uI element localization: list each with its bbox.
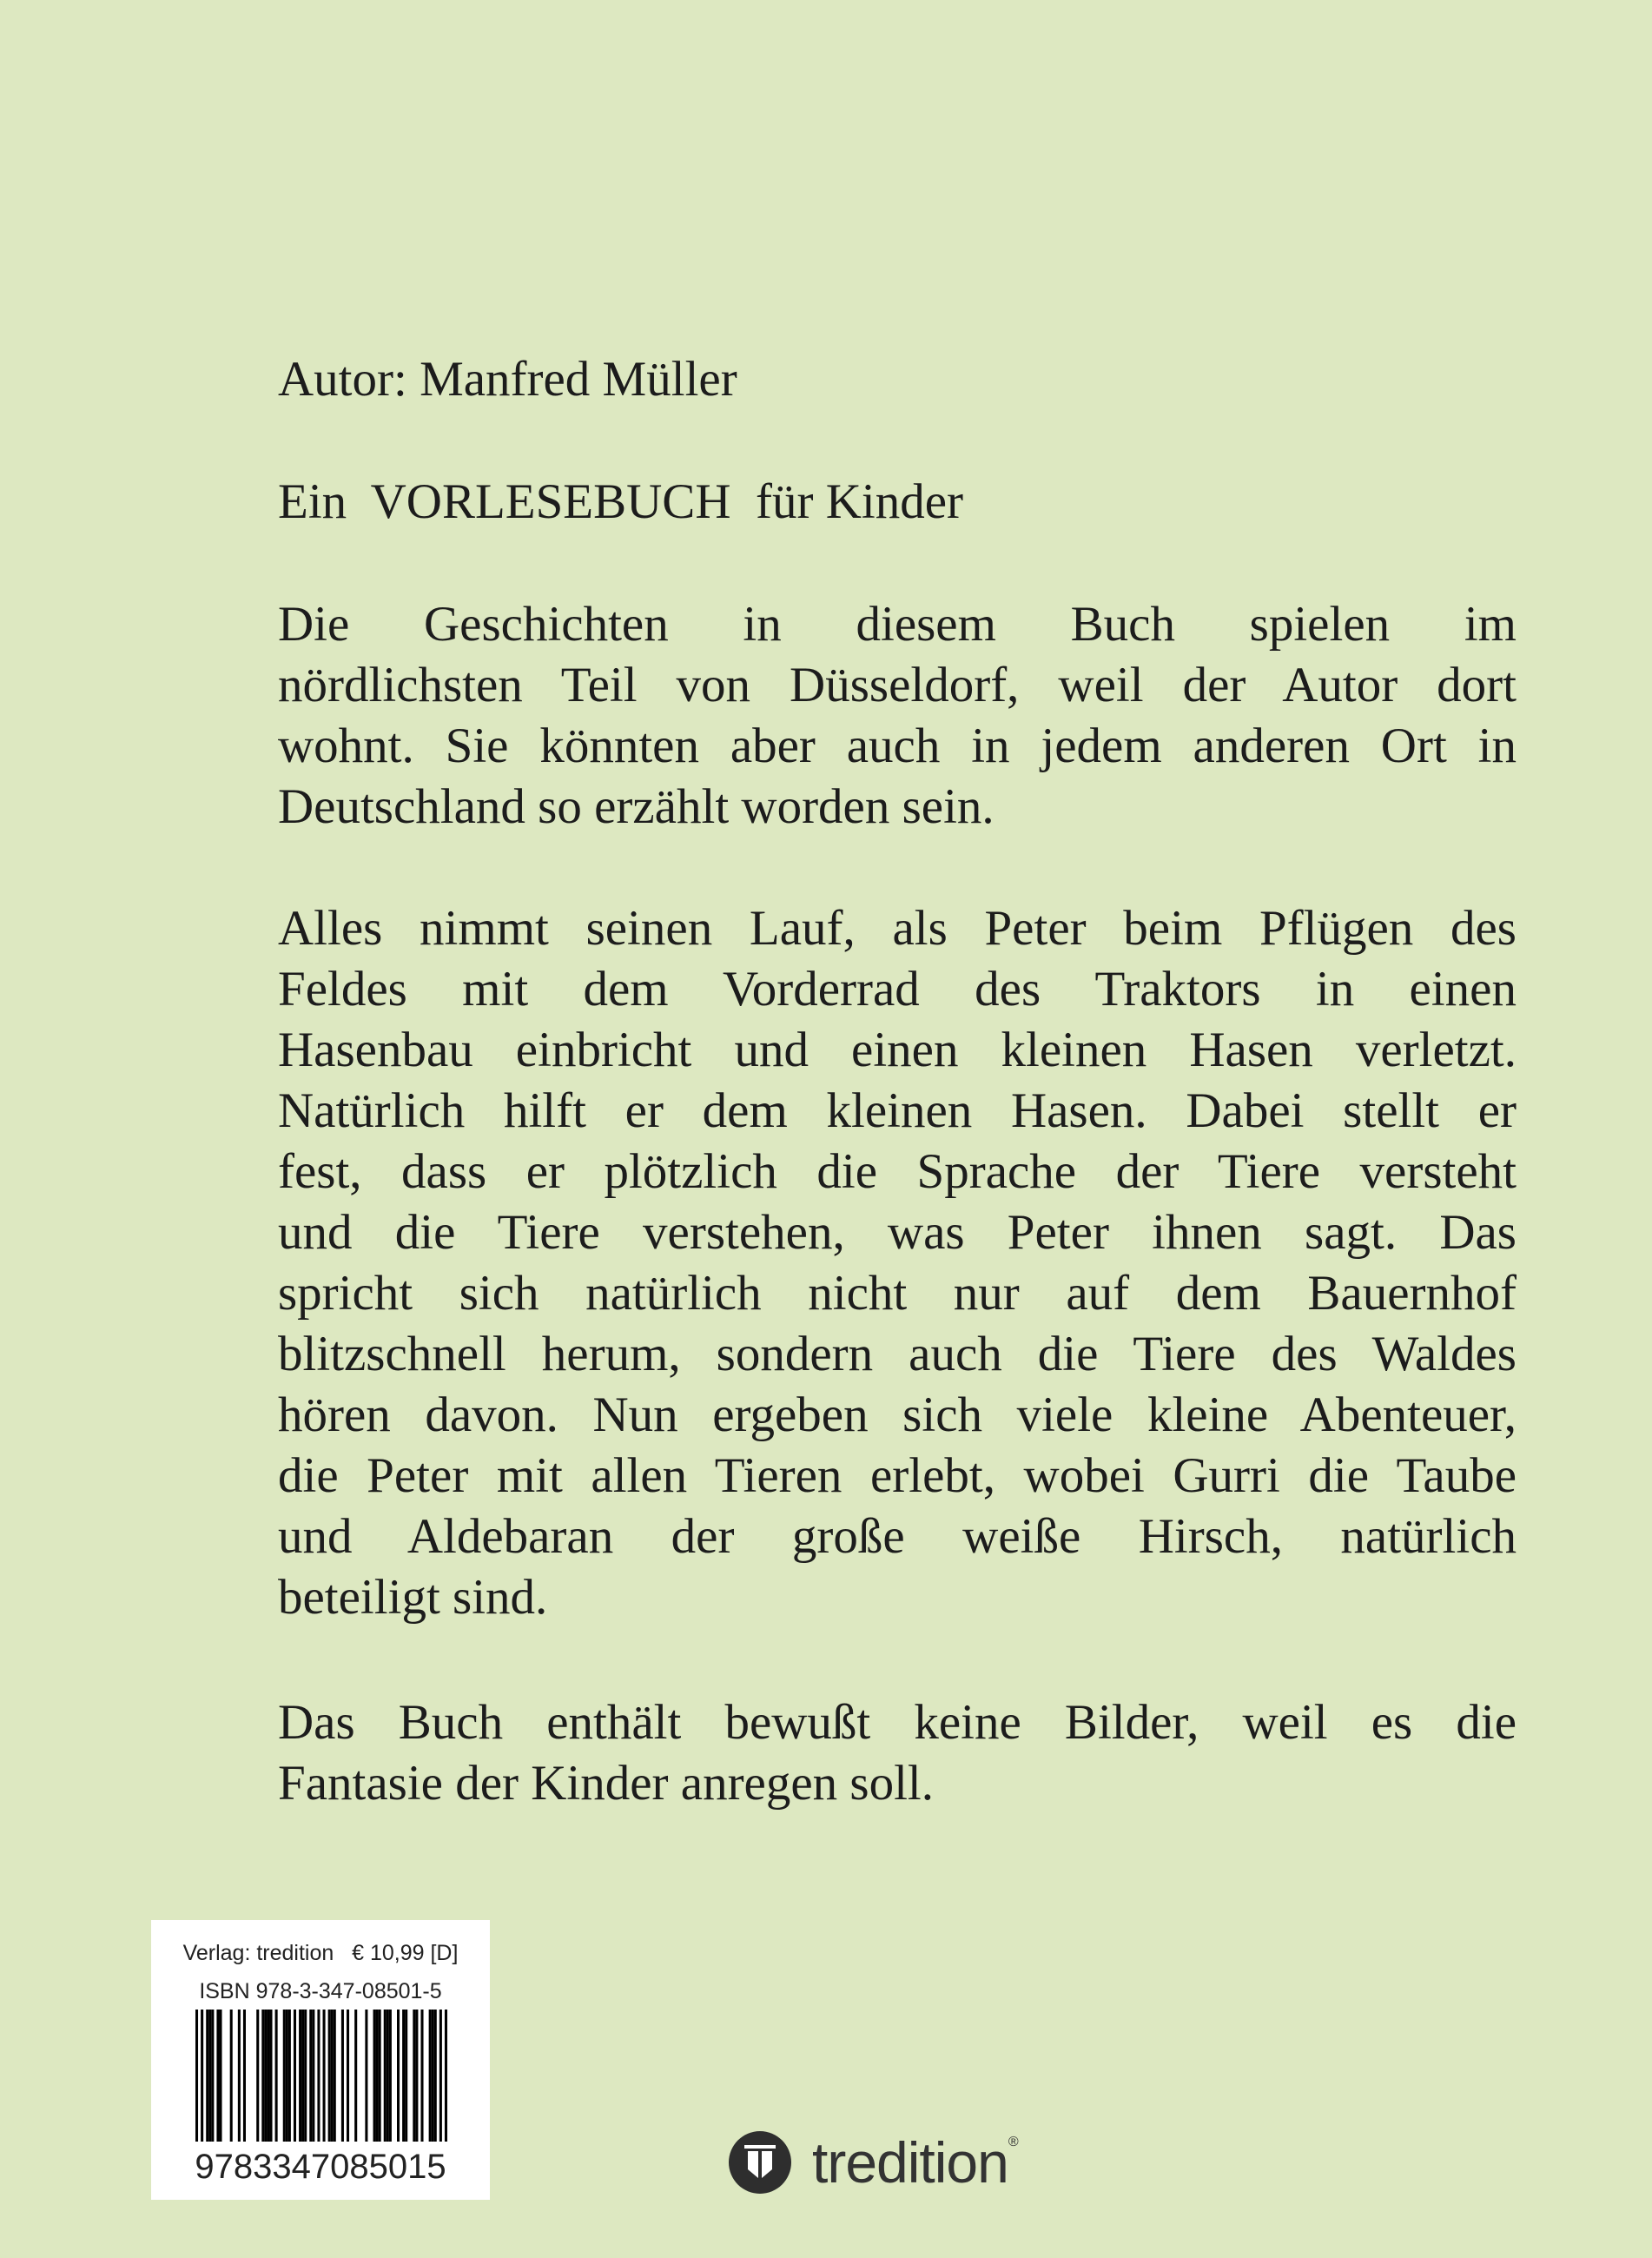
text-line: Hasenbau einbricht und einen kleinen Hasen verletzt.: [278, 1023, 1517, 1077]
tredition-logo-icon: [729, 2131, 791, 2194]
author-line: [278, 349, 1517, 410]
text-line: Fantasie der Kinder anregen soll.: [278, 1756, 934, 1811]
barcode-bar: [195, 2010, 198, 2142]
barcode-bar: [269, 2010, 272, 2142]
barcode-bar: [206, 2010, 208, 2142]
barcode-bar: [331, 2010, 334, 2142]
text-line: hören davon. Nun ergeben sich viele kleine Abenteuer,: [278, 1387, 1517, 1442]
barcode-bar: [301, 2010, 304, 2142]
barcode-bar: [354, 2010, 357, 2142]
barcode-bar: [379, 2010, 381, 2142]
barcode-bar: [304, 2010, 307, 2142]
barcode-bar: [219, 2010, 221, 2142]
author-text: Autor: Manfred Müller: [278, 352, 737, 407]
barcode-bar: [230, 2010, 233, 2142]
barcode-bar: [384, 2010, 387, 2142]
text-line: blitzschnell herum, sondern auch die Tiere des Waldes: [278, 1327, 1517, 1381]
barcode-bar: [439, 2010, 442, 2142]
logo-word: tredition: [812, 2130, 1008, 2195]
barcode-bar: [264, 2010, 267, 2142]
barcode-bar: [445, 2010, 447, 2142]
text-line: und Aldebaran der große weiße Hirsch, natürlich: [278, 1509, 1517, 1564]
text-line: Das Buch enthält bewußt keine Bilder, weil es die: [278, 1695, 1517, 1750]
text-line: die Peter mit allen Tieren erlebt, wobei Gurri die Taube: [278, 1448, 1517, 1503]
barcode-bar: [397, 2010, 400, 2142]
barcode-bar: [261, 2010, 264, 2142]
text-line: Die Geschichten in diesem Buch spielen im: [278, 597, 1517, 652]
barcode-bar: [283, 2010, 286, 2142]
barcode-bar: [413, 2010, 415, 2142]
barcode-bar: [376, 2010, 379, 2142]
barcode-bar: [323, 2010, 326, 2142]
paragraph-setting: [278, 594, 1517, 838]
text-line: wohnt. Sie könnten aber auch in jedem anderen Ort in: [278, 718, 1517, 773]
text-line: spricht sich natürlich nicht nur auf dem Bauernhof: [278, 1266, 1517, 1321]
publisher-price: Verlag: tredition € 10,99 [D]: [182, 1941, 459, 1965]
barcode-bar: [275, 2010, 278, 2142]
barcode-bar: [309, 2010, 312, 2142]
barcode-bar: [299, 2010, 301, 2142]
text-line: beteiligt sind.: [278, 1570, 548, 1625]
barcode-bar: [341, 2010, 344, 2142]
barcode-bar: [347, 2010, 349, 2142]
text-line: Natürlich hilft er dem kleinen Hasen. Dabei stellt er: [278, 1083, 1517, 1138]
barcode-bar: [328, 2010, 331, 2142]
barcode-bar: [402, 2010, 405, 2142]
text-line: und die Tiere verstehen, was Peter ihnen sagt. Das: [278, 1205, 1517, 1260]
barcode: [195, 2010, 447, 2142]
barcode-bar: [365, 2010, 367, 2142]
barcode-bar: [267, 2010, 269, 2142]
subtitle-text: Ein VORLESEBUCH für Kinder: [278, 474, 963, 529]
text-line: nördlichsten Teil von Düsseldorf, weil der Autor dort: [278, 658, 1517, 712]
barcode-bar: [208, 2010, 211, 2142]
barcode-bar: [429, 2010, 432, 2142]
barcode-bar: [312, 2010, 314, 2142]
barcode-bar: [373, 2010, 376, 2142]
isbn-text: ISBN 978-3-347-08501-5: [199, 1979, 442, 2003]
barcode-bar: [432, 2010, 434, 2142]
text-line: Alles nimmt seinen Lauf, als Peter beim Pflügen des: [278, 901, 1517, 956]
barcode-bar: [387, 2010, 389, 2142]
tredition-wordmark: [812, 2129, 1018, 2195]
barcode-bar: [389, 2010, 392, 2142]
ean-digits: 9783347085015: [195, 2148, 446, 2186]
text-line: fest, dass er plötzlich die Sprache der Tiere versteht: [278, 1144, 1517, 1199]
tredition-logo: [729, 2129, 1018, 2195]
barcode-bar: [334, 2010, 336, 2142]
registered-mark: ®: [1008, 2135, 1018, 2149]
paragraph-no-pictures: [278, 1692, 1517, 1814]
text-line: Deutschland so erzählt worden sein.: [278, 779, 995, 834]
barcode-bar: [420, 2010, 423, 2142]
paragraph-plot: [278, 898, 1517, 1628]
barcode-bar: [286, 2010, 288, 2142]
subtitle-line: [278, 472, 1517, 533]
barcode-bar: [216, 2010, 219, 2142]
barcode-bar: [243, 2010, 246, 2142]
barcode-bar: [434, 2010, 437, 2142]
barcode-bar: [294, 2010, 296, 2142]
barcode-bar: [201, 2010, 203, 2142]
barcode-label: [151, 1920, 490, 2200]
barcode-bar: [256, 2010, 259, 2142]
barcode-bar: [238, 2010, 241, 2142]
text-line: Feldes mit dem Vorderrad des Traktors in einen: [278, 962, 1517, 1016]
barcode-bar: [211, 2010, 214, 2142]
barcode-bar: [405, 2010, 407, 2142]
barcode-bar: [317, 2010, 320, 2142]
barcode-bar: [415, 2010, 418, 2142]
barcode-bar: [288, 2010, 291, 2142]
